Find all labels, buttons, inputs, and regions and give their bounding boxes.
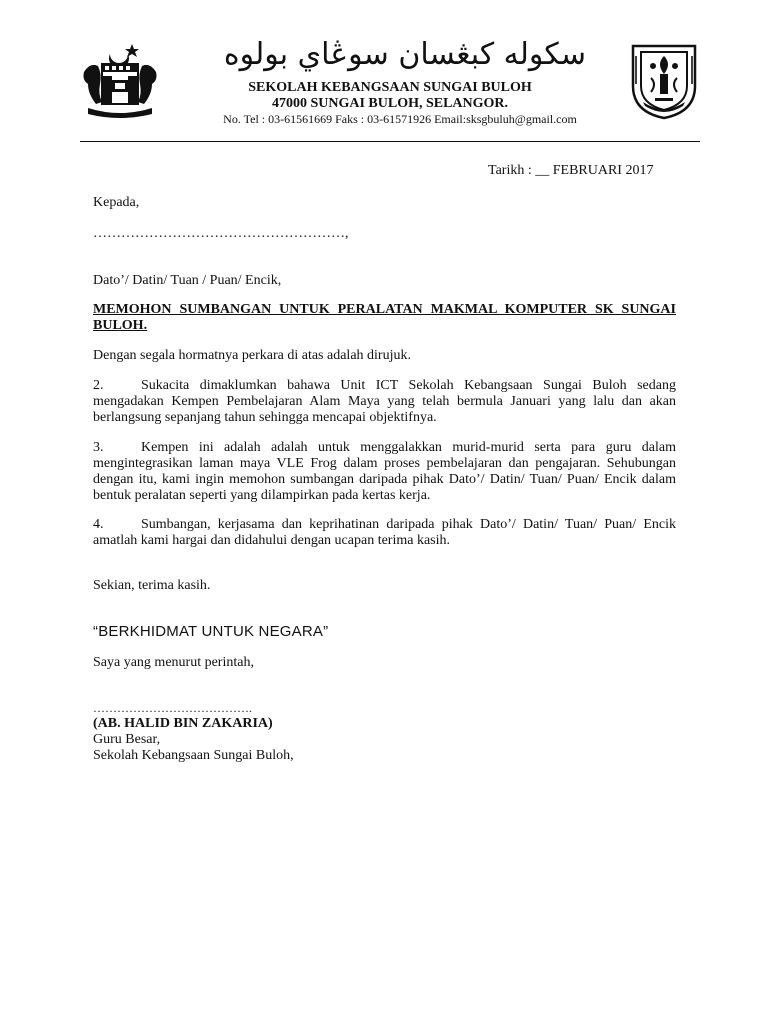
signer-name: (AB. HALID BIN ZAKARIA) xyxy=(93,716,273,731)
motto: “BERKHIDMAT UNTUK NEGARA” xyxy=(93,623,329,640)
valediction: Saya yang menurut perintah, xyxy=(93,655,254,670)
school-contact: No. Tel : 03-61561669 Faks : 03-61571926 Email:sksgbuluh@gmail.com xyxy=(223,112,577,126)
letter-subject: MEMOHON SUMBANGAN UNTUK PERALATAN MAKMAL KOMPUTER SK SUNGAI BULOH. xyxy=(93,302,676,333)
paragraph-number: 2. xyxy=(93,378,104,393)
recipient-label: Kepada, xyxy=(93,195,140,210)
school-name-jawi: سكوله كبڠسان سوڠاي بولوه xyxy=(223,37,587,72)
paragraph-1: Dengan segala hormatnya perkara di atas adalah dirujuk. xyxy=(93,348,411,363)
paragraph-3 xyxy=(93,440,676,504)
paragraph-2 xyxy=(93,378,676,426)
paragraph-text: Kempen ini adalah adalah untuk menggalakkan murid-murid serta para guru dalam mengintegrasikan laman maya VLE Frog dalam proses pembelajaran dan pengajaran. Sehubungan dengan itu, kami ingin memohon sumbangan daripada pihak Dato’/ Datin/ Tuan/ Puan/ Encik dalam bentuk peralatan seperti yang dilampirkan pada kertas kerja. xyxy=(93,440,676,503)
paragraph-4 xyxy=(93,517,676,549)
signer-role: Guru Besar, xyxy=(93,732,161,747)
school-address: 47000 SUNGAI BULOH, SELANGOR. xyxy=(271,96,509,111)
signer-organization: Sekolah Kebangsaan Sungai Buloh, xyxy=(93,748,294,763)
paragraph-number: 3. xyxy=(93,440,104,455)
coat-of-arms-logo xyxy=(80,42,160,118)
school-badge-logo xyxy=(625,42,703,120)
school-name: SEKOLAH KEBANGSAAN SUNGAI BULOH xyxy=(248,80,532,95)
header-divider xyxy=(80,141,700,142)
signature-line: …………………………………. xyxy=(93,701,252,715)
recipient-placeholder: ………………………………………………, xyxy=(93,226,349,241)
paragraph-text: Sumbangan, kerjasama dan keprihatinan daripada pihak Dato’/ Datin/ Tuan/ Puan/ Encik amatlah kami hargai dan didahului dengan ucapan terima kasih. xyxy=(93,517,676,548)
paragraph-number: 4. xyxy=(93,517,104,532)
salutation: Dato’/ Datin/ Tuan / Puan/ Encik, xyxy=(93,273,282,288)
closing-line: Sekian, terima kasih. xyxy=(93,578,211,593)
letter-date: Tarikh : __ FEBRUARI 2017 xyxy=(488,163,654,178)
paragraph-text: Sukacita dimaklumkan bahawa Unit ICT Sekolah Kebangsaan Sungai Buloh sedang mengadakan Kempen Pembelajaran Alam Maya yang telah bermula Januari yang lalu dan akan berlangsung sepanjang tahun sehingga mencapai objektifnya. xyxy=(93,378,676,425)
